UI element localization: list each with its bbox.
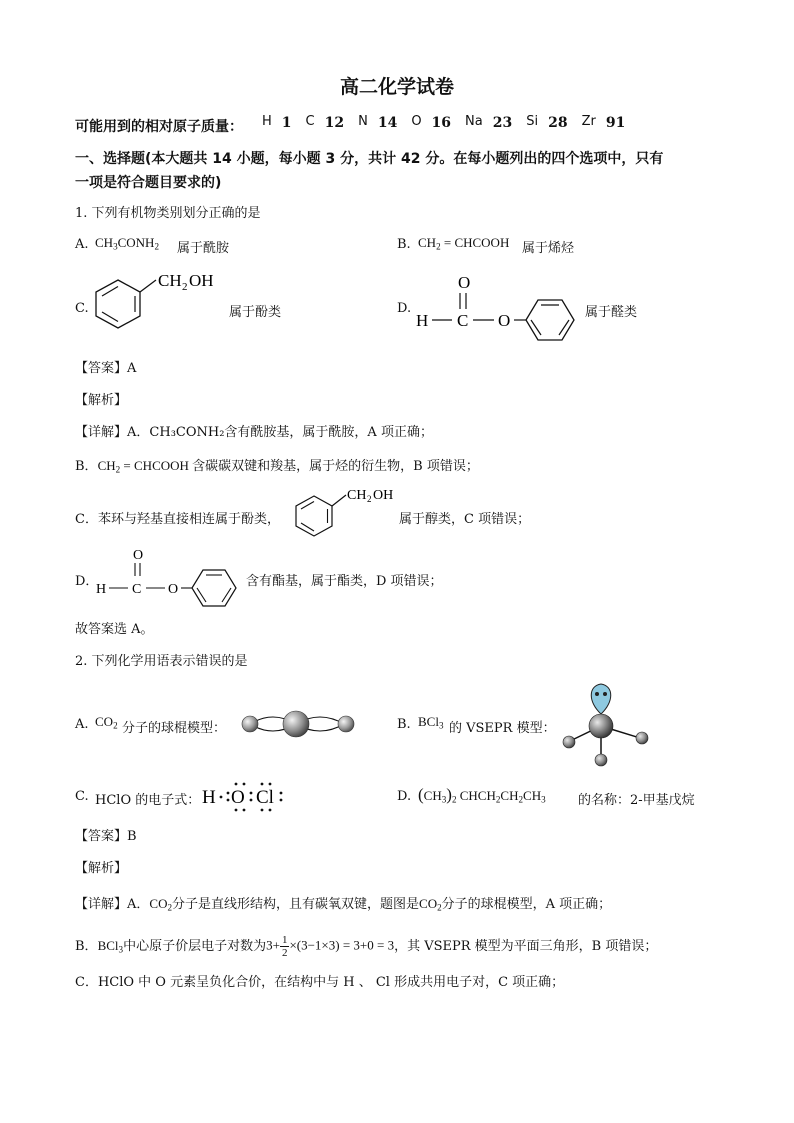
q1-detail-d-text: 含有酯基，属于酯类，D 项错误；: [246, 574, 443, 589]
q2-detail-a-text2: 分子的球棍模型，A 项正确；: [441, 897, 612, 912]
svg-text:O: O: [498, 311, 511, 330]
atomic-mass-element: H: [262, 114, 272, 129]
svg-text:O: O: [133, 548, 144, 563]
answer-tag: 【答案】: [75, 829, 128, 844]
section-heading-line1: 一、选择题(本大题共 14 小题，每小题 3 分，共计 42 分。在每小题列出的四个选项中，只有: [75, 151, 664, 167]
q2-detail-c: C．HClO 中 O 元素呈负化合价，在结构中与 H 、 Cl 形成共用电子对，C 项正确；: [75, 975, 565, 990]
q2-option-d-text: 的名称：2-甲基戊烷: [578, 793, 695, 808]
q1-detail-c-text: 属于醇类，C 项错误；: [399, 512, 531, 527]
q1-option-c-label: C.: [75, 301, 89, 316]
svg-text:2: 2: [182, 281, 188, 293]
q2-detail-a-text1: 分子是直线形结构，且有碳氧双键，题图是: [172, 897, 420, 912]
q1-detail-b-formula: $CH_2$ = CHCOOH: [97, 458, 193, 475]
q2-detail-b-text1: 中心原子价层电子对数为: [123, 939, 267, 954]
q1-detail-b-prefix: B．: [75, 459, 98, 474]
q2-option-a-formula: $CO_2$: [95, 714, 118, 731]
q1-answer: [75, 357, 136, 376]
q2-option-a-label: A.: [75, 717, 89, 732]
answer-tag: 【答案】: [75, 361, 128, 376]
co2-formula: $CO_2$: [419, 896, 442, 913]
svg-text:O: O: [168, 582, 179, 597]
q1-option-c-text: 属于酚类: [229, 305, 282, 320]
q1-option-a-text: 属于酰胺: [177, 241, 230, 256]
atomic-mass-value: 16: [431, 115, 452, 131]
phenyl-formate-structure-small: [92, 543, 252, 613]
q2-option-d-formula: $(CH_3)_2$ $CHCH_2CH_2CH_3$: [418, 785, 546, 805]
atomic-mass-value: 12: [324, 115, 345, 131]
svg-text:OH: OH: [373, 488, 394, 503]
svg-text:H: H: [96, 582, 107, 597]
atomic-mass-value: 23: [492, 115, 513, 131]
valence-pair-equation: 3+ $\frac{1}{2}$ ×(3−1×3) = 3+0 = 3: [266, 934, 395, 959]
atomic-mass-value: 1: [281, 115, 292, 131]
q1-conclusion: 故答案选 A。: [75, 622, 154, 637]
q2-stem: 2. 下列化学用语表示错误的是: [75, 654, 248, 669]
atomic-mass-value: 14: [377, 115, 398, 131]
atomic-mass-element: Na: [465, 114, 483, 129]
benzyl-alcohol-structure: [88, 266, 238, 336]
svg-text:OH: OH: [189, 271, 214, 290]
q2-detail-a: [75, 893, 611, 912]
atomic-mass-element: Zr: [581, 114, 596, 129]
atomic-mass-value: 28: [548, 115, 568, 131]
q2-option-b-label: B.: [397, 717, 411, 732]
q2-answer-value: B: [127, 829, 137, 844]
svg-text:CH: CH: [347, 488, 367, 503]
section-heading-line2: 一项是符合题目要求的): [75, 175, 222, 191]
q1-option-b-formula: $CH_2$ = CHCOOH: [418, 235, 510, 252]
atomic-mass-element: Si: [526, 114, 539, 129]
svg-text:C: C: [457, 311, 469, 330]
atomic-mass-label: 可能用到的相对原子质量：: [75, 119, 243, 135]
atomic-mass-element: O: [411, 114, 422, 129]
svg-text:Cl: Cl: [256, 787, 274, 808]
q1-detail-d-prefix: D．: [75, 574, 99, 589]
atomic-mass-value: 91: [605, 115, 626, 131]
detail-tag: 【详解】: [75, 425, 128, 440]
q1-answer-value: A: [127, 361, 137, 376]
q2-option-c-label: C.: [75, 789, 89, 804]
q2-option-a-text: 分子的球棍模型：: [122, 721, 227, 736]
q2-detail-a-prefix: A．: [127, 897, 150, 912]
svg-text:H: H: [416, 311, 429, 330]
q1-option-a-label: A.: [75, 237, 89, 252]
q1-option-b-label: B.: [397, 237, 411, 252]
svg-text:O: O: [458, 273, 471, 292]
q1-option-d-label: D.: [397, 301, 412, 316]
q2-detail-b-text2: ，其 VSEPR 模型为平面三角形，B 项错误；: [394, 939, 658, 954]
q1-detail-a: [75, 421, 433, 440]
bcl3-vsepr-model: [556, 680, 652, 772]
q1-detail-b-text: 含碳碳双键和羧基，属于烃的衍生物，B 项错误；: [192, 459, 479, 474]
q1-detail-b: [75, 455, 479, 474]
atomic-mass-element: N: [358, 114, 368, 129]
q2-option-c-text: HClO 的电子式：: [95, 793, 201, 808]
q2-detail-b: [75, 934, 657, 959]
svg-text:CH: CH: [158, 271, 182, 290]
q1-analysis-tag: 【解析】: [75, 393, 128, 408]
atomic-mass-list: [262, 114, 639, 131]
q2-option-d-label: D.: [397, 789, 412, 804]
hclo-electron-dot-formula: [200, 778, 290, 814]
q1-stem: 1. 下列有机物类别划分正确的是: [75, 206, 261, 221]
atomic-mass-element: C: [305, 114, 315, 129]
q1-option-a-formula: $CH_3CONH_2$: [95, 235, 159, 252]
q1-detail-c-prefix: C．苯环与羟基直接相连属于酚类，: [75, 512, 280, 527]
bcl3-formula: BCl$_3$: [97, 938, 124, 955]
q2-answer: [75, 825, 137, 844]
q2-option-b-formula: BCl$_3$: [418, 714, 444, 731]
q2-option-b-text: 的 VSEPR 模型：: [449, 721, 556, 736]
q2-detail-b-prefix: B．: [75, 939, 98, 954]
q1-detail-a-text: A．CH₃CONH₂含有酰胺基，属于酰胺，A 项正确；: [127, 425, 433, 440]
phenyl-formate-structure: [410, 268, 590, 348]
co2-formula: $CO_2$: [149, 896, 173, 913]
benzyl-alcohol-structure-small: [286, 482, 406, 544]
page-title: 高二化学试卷: [339, 76, 454, 98]
q1-option-b-text: 属于烯烃: [522, 241, 575, 256]
q1-option-d-text: 属于醛类: [585, 305, 638, 320]
svg-text:2: 2: [367, 494, 372, 504]
svg-text:H: H: [202, 787, 216, 808]
co2-ball-stick-model: [236, 704, 360, 744]
q2-analysis-tag: 【解析】: [75, 861, 128, 876]
detail-tag: 【详解】: [75, 897, 128, 912]
svg-text:C: C: [132, 582, 142, 597]
svg-text:O: O: [231, 787, 245, 808]
